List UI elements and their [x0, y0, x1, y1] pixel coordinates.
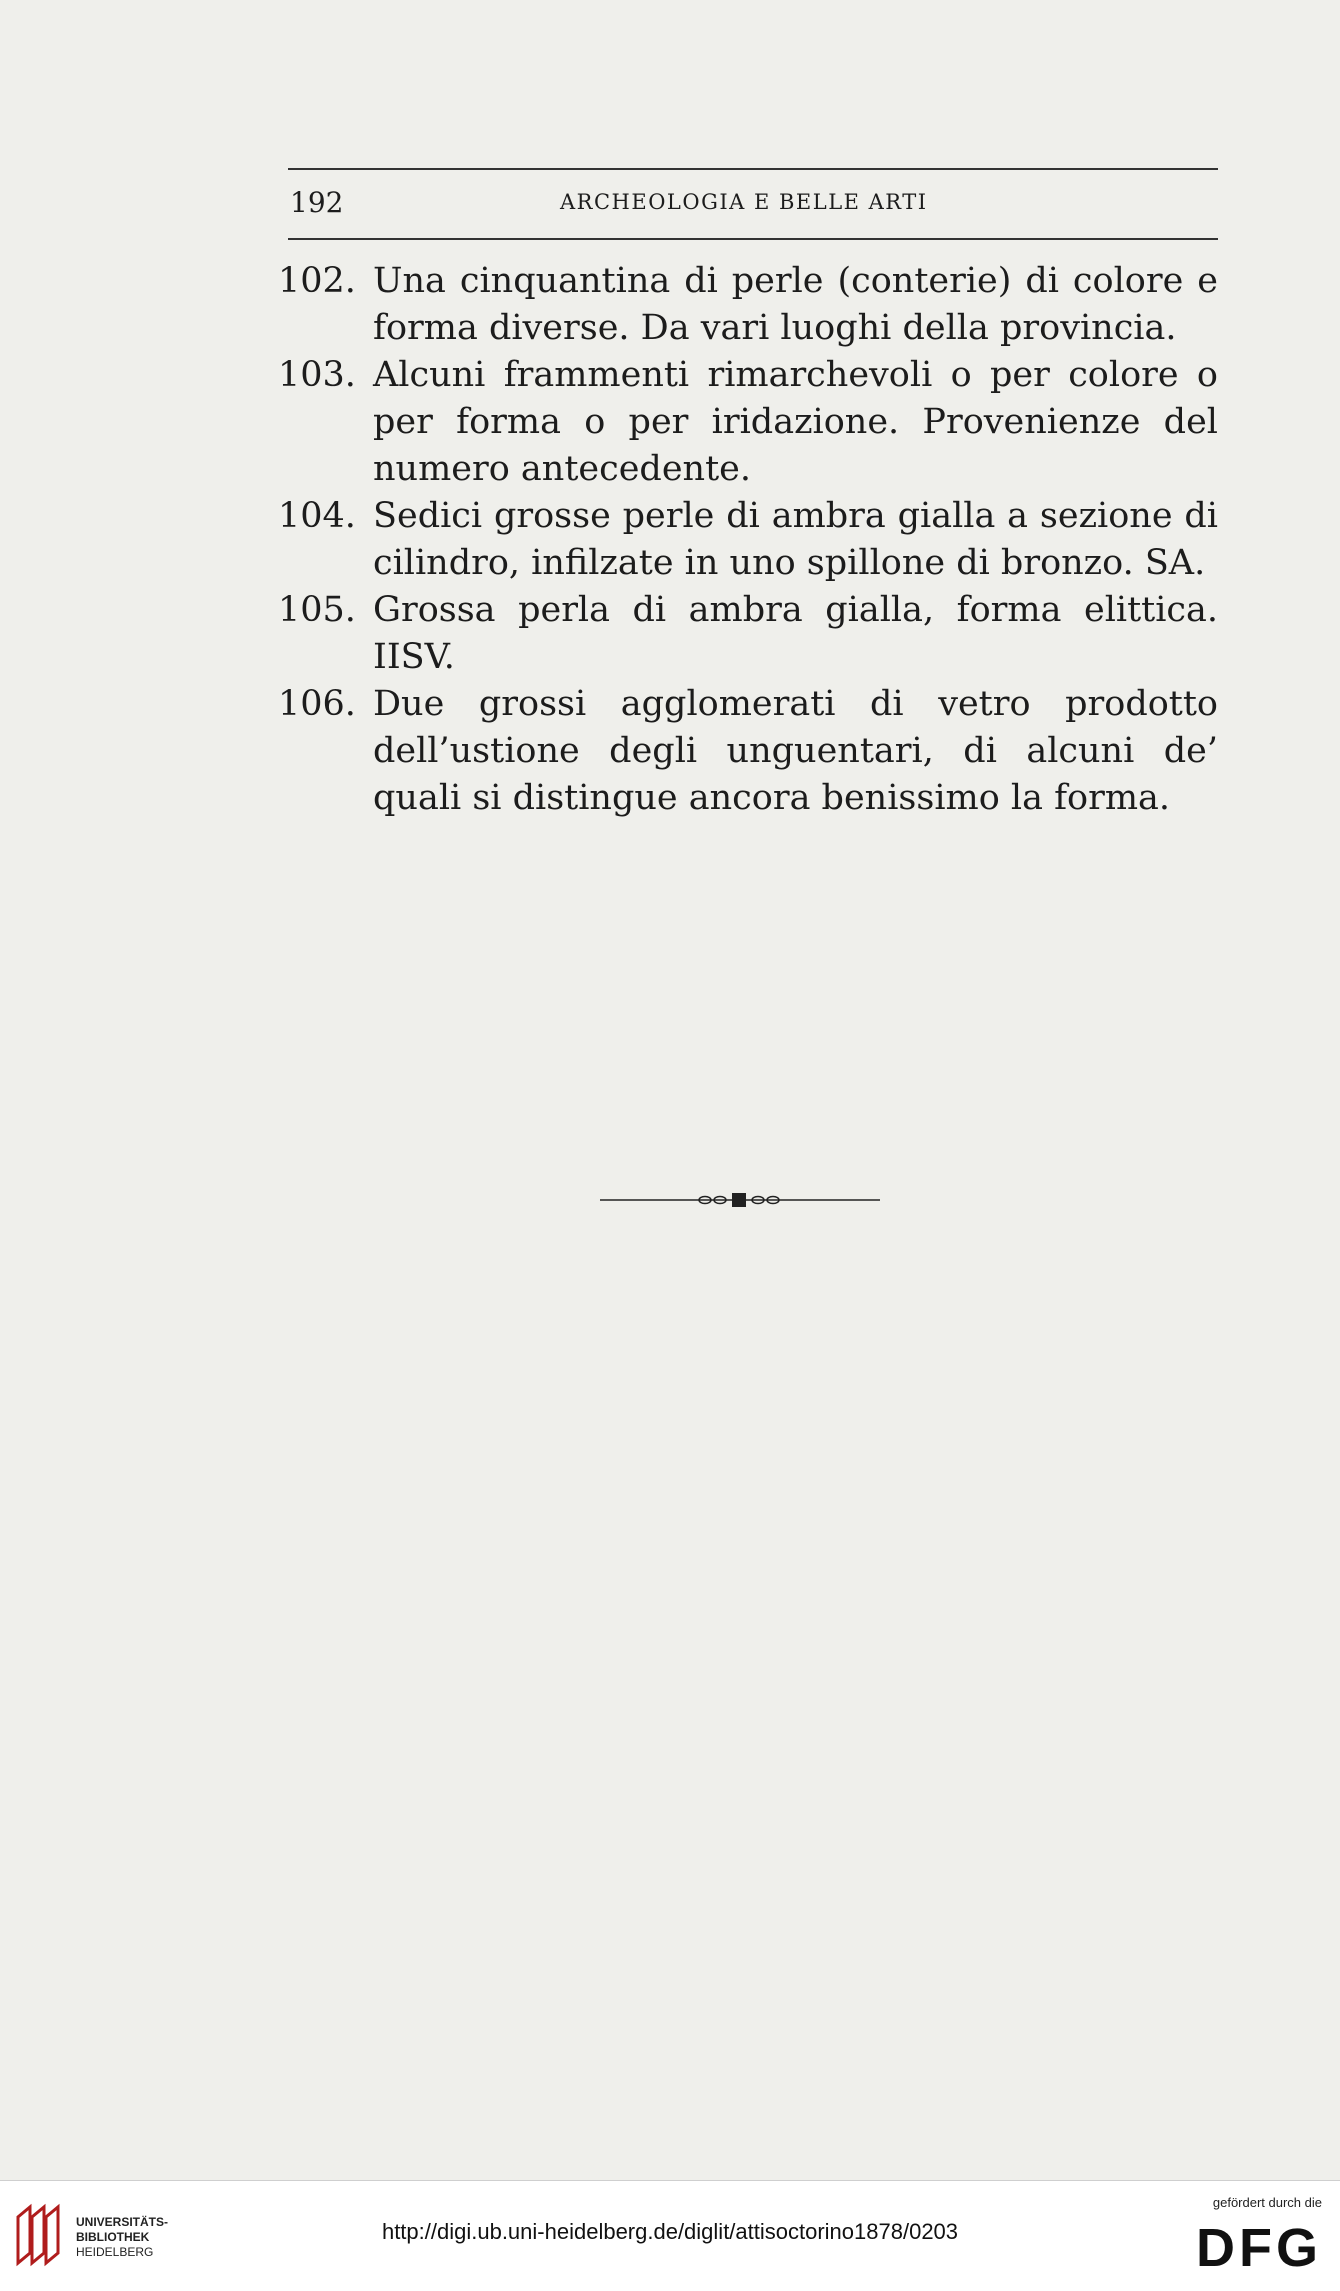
viewer-footer	[0, 2180, 1340, 2291]
dfg-logo: DFG	[1196, 2218, 1322, 2278]
entry-number: 104.	[278, 496, 356, 536]
permalink-url[interactable]: http://digi.ub.uni-heidelberg.de/diglit/attisoctorino1878/0203	[381, 2219, 959, 2244]
catalog-entry	[278, 258, 1218, 352]
funding-note: gefördert durch die	[1212, 2195, 1322, 2210]
entry-text: Una cinquantina di perle (conterie) di colore e forma diverse. Da vari luoghi della provincia.	[373, 261, 1218, 348]
entry-number: 103.	[278, 355, 356, 395]
catalog-entry	[278, 587, 1218, 681]
entry-number: 106.	[278, 684, 356, 724]
page-number: 192	[290, 186, 344, 219]
catalog-entries	[278, 258, 1218, 822]
entry-text: Due grossi agglomerati di vetro prodotto dell’ustione degli unguentari, di alcuni de’ quali si distingue ancora benissimo la forma.	[373, 684, 1218, 818]
entry-number: 102.	[278, 261, 356, 301]
entry-text: Sedici grosse perle di ambra gialla a sezione di cilindro, infilzate in uno spillone di bronzo. SA.	[373, 496, 1218, 583]
header-rule	[288, 238, 1218, 240]
entry-text: Grossa perla di ambra gialla, forma elittica. IISV.	[373, 590, 1218, 677]
entry-number: 105.	[278, 590, 356, 630]
entry-text: Alcuni frammenti rimarchevoli o per colore o per forma o per iridazione. Provenienze del numero antecedente.	[373, 355, 1218, 489]
top-rule	[288, 168, 1218, 170]
catalog-entry	[278, 681, 1218, 822]
library-name: UNIVERSITÄTS- BIBLIOTHEK HEIDELBERG	[76, 2215, 169, 2259]
catalog-entry	[278, 493, 1218, 587]
ornament-divider-icon	[600, 1190, 880, 1210]
catalog-entry	[278, 352, 1218, 493]
running-header: ARCHEOLOGIA E BELLE ARTI	[560, 190, 928, 214]
